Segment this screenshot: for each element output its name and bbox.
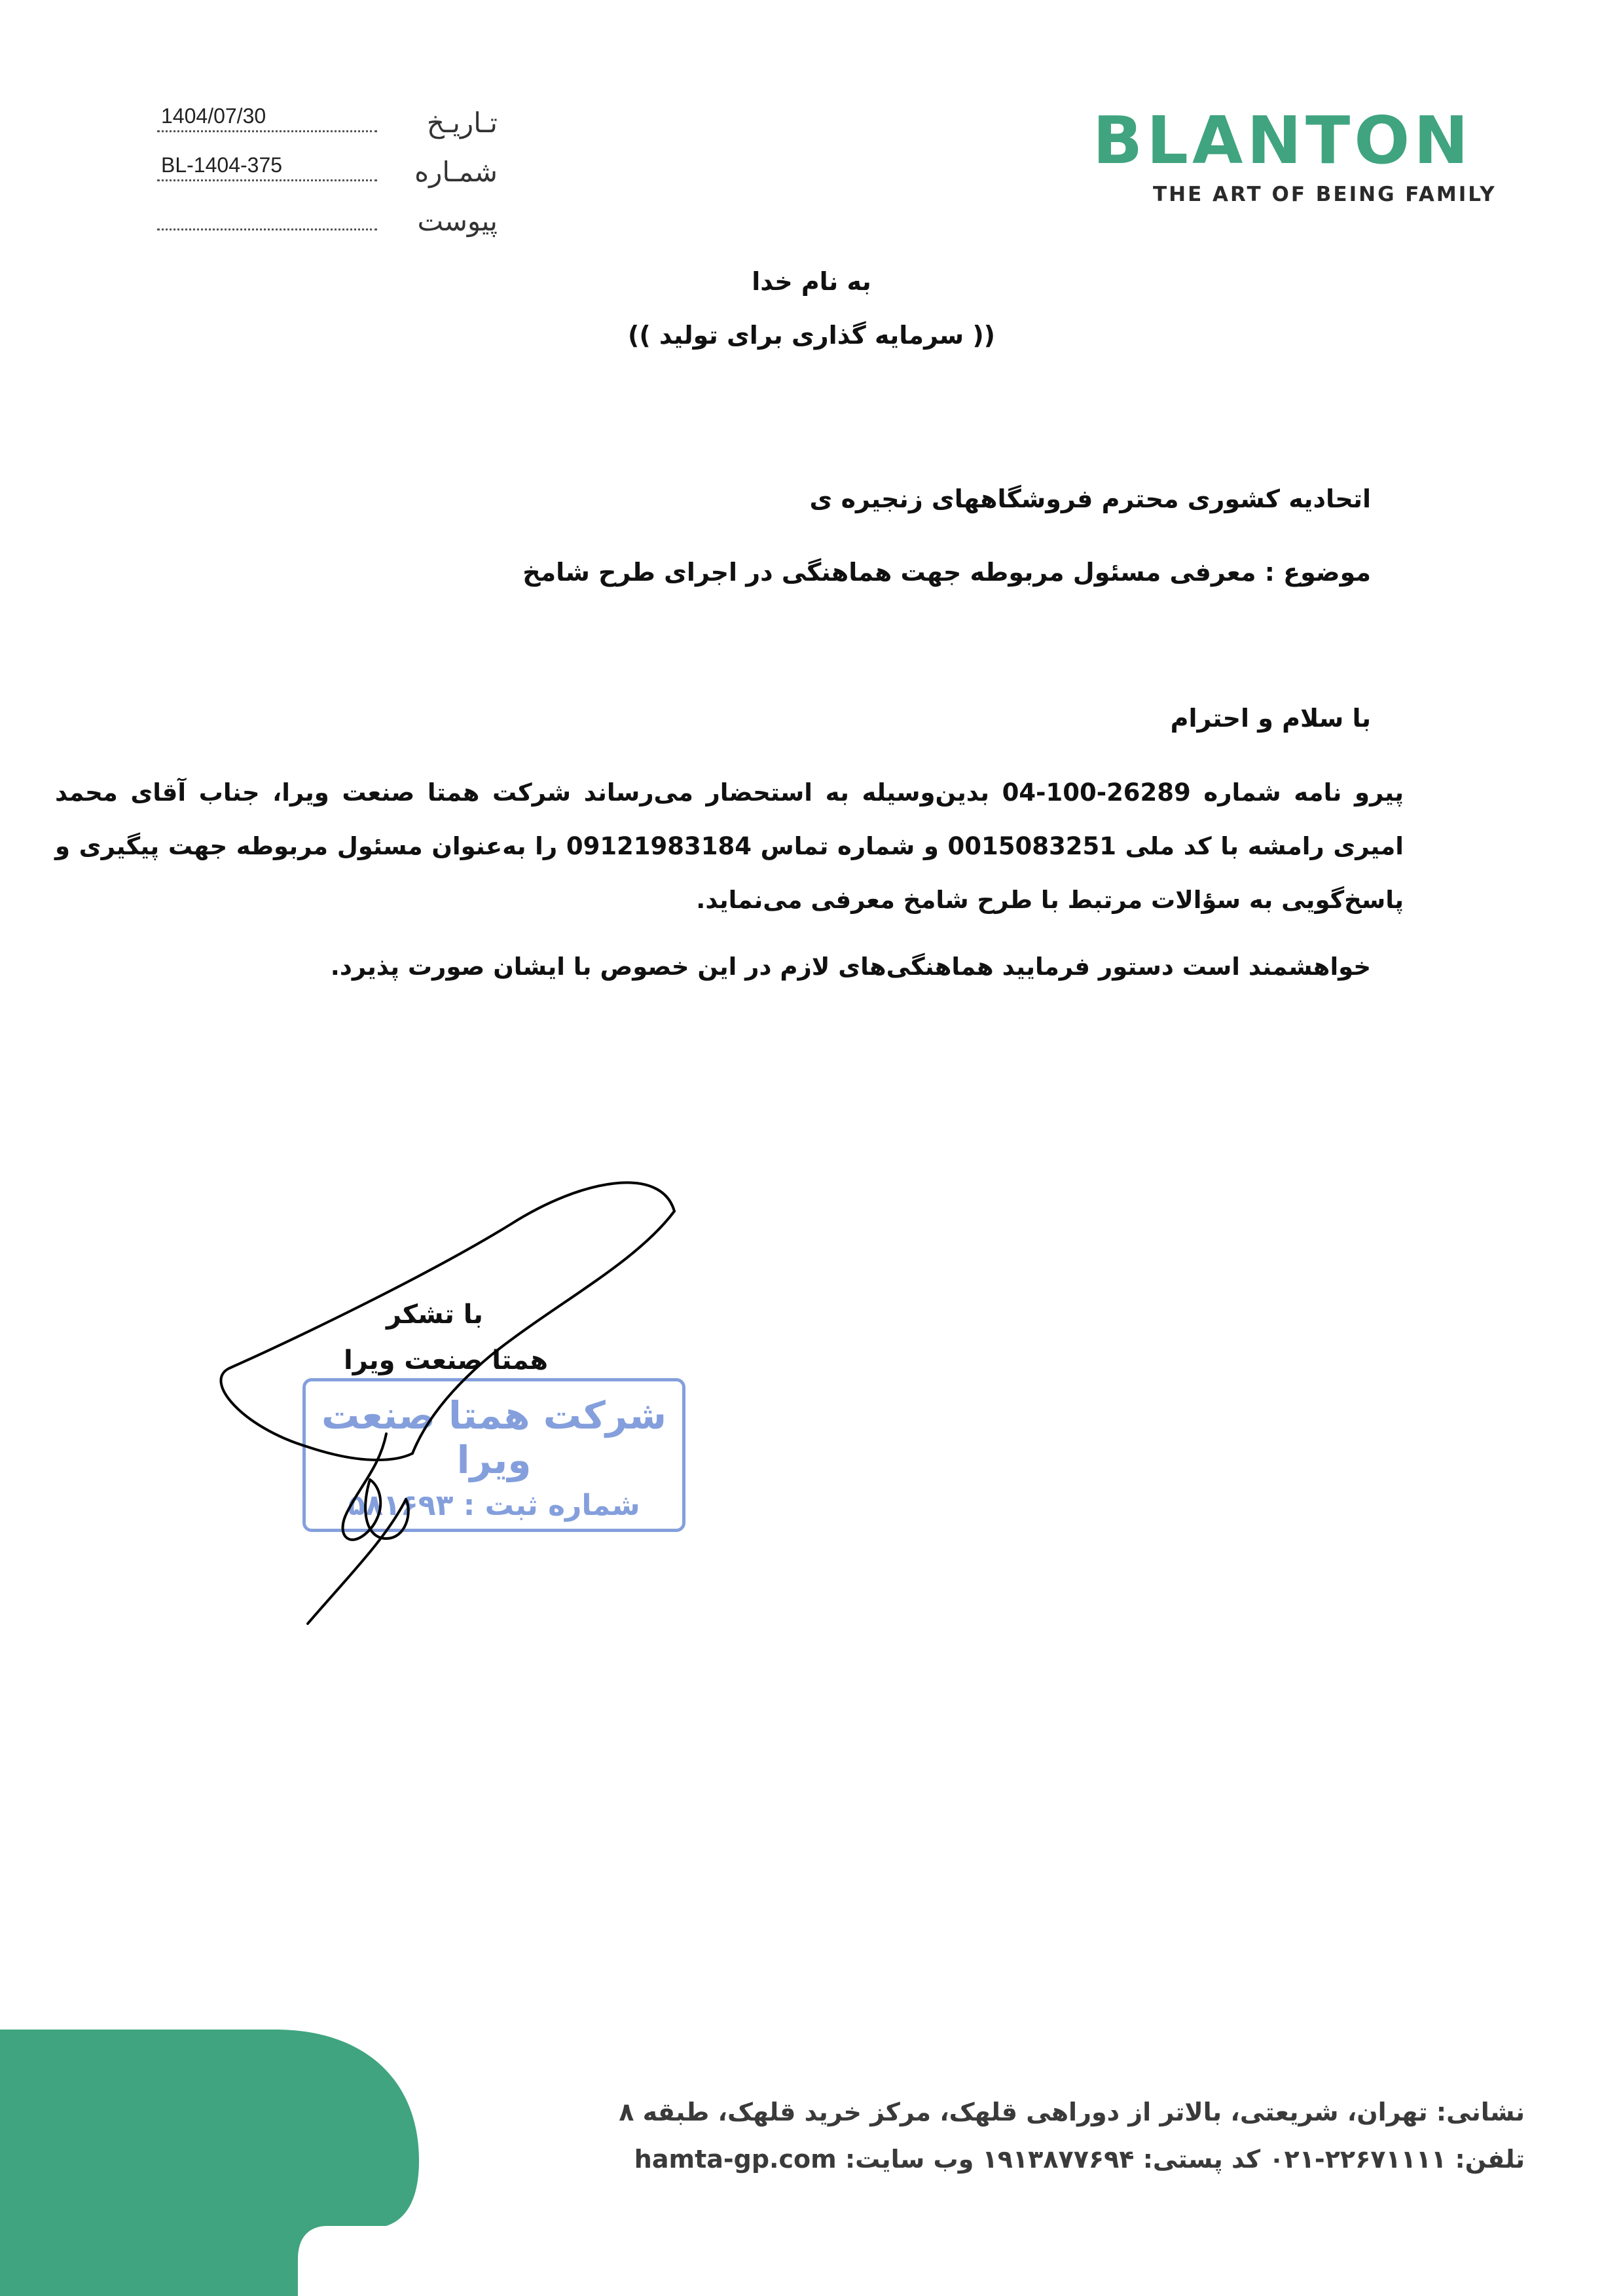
greeting: با سلام و احترام [1170,704,1371,733]
handwritten-signature [216,1172,687,1630]
footer-website[interactable]: hamta-gp.com [634,2145,837,2174]
footer-accent-shape [0,2030,419,2296]
company-logo [1093,102,1525,206]
attachment-field [157,196,498,242]
invocation: به نام خدا [752,267,871,296]
closing-text: با تشکر [386,1300,483,1330]
footer-contact [543,2088,1525,2183]
date-label: تـاریـخ [426,107,498,139]
subject: موضوع : معرفی مسئول مربوطه جهت هماهنگی در اجرای طرح شامخ [522,558,1371,587]
attachment-label: پیوست [417,205,498,237]
logo-wordmark: BLANTON [1093,102,1472,179]
recipient: اتحادیه کشوری محترم فروشگاههای زنجیره ی [809,484,1371,513]
signatory-company: همتا صنعت ویرا [344,1345,549,1376]
footer-phone-postal: تلفن: ۲۲۶۷۱۱۱۱-۰۲۱ کد پستی: ۱۹۱۳۸۷۷۶۹۴ وب سایت: [845,2145,1525,2174]
stamp-registration: شماره ثبت : ۵۸۱۶۹۳ [348,1489,640,1522]
attachment-value [157,200,377,230]
letter-request: خواهشمند است دستور فرمایید هماهنگی‌های لازم در این خصوص با ایشان صورت پذیرد. [330,953,1371,981]
footer-address: نشانی: تهران، شریعتی، بالاتر از دوراهی قلهک، مرکز خرید قلهک، طبقه ۸ [619,2098,1525,2126]
stamp-company-name: شرکت همتا صنعت ویرا [321,1393,667,1482]
date-field [157,98,498,144]
footer-phone-line [543,2136,1525,2183]
letter-body: پیرو نامه شماره 26289-100-04 بدین‌وسیله به استحضار می‌رساند شرکت همتا صنعت ویرا، جناب آقای محمد امیری رامشه با کد ملی 0015083251 و شماره تماس 09121983184 را به‌عنوان مسئول مربوطه جهت پیگیری و پاسخ‌گویی به سؤالات مرتبط با طرح شامخ معرفی می‌نماید. [55,778,1404,914]
number-field [157,147,498,193]
slogan: (( سرمایه گذاری برای تولید )) [627,321,996,350]
number-label: شمـاره [414,156,498,188]
date-value: 1404/07/30 [157,101,377,132]
logo-tagline: THE ART OF BEING FAMILY [1153,183,1497,206]
number-value: BL-1404-375 [157,151,377,181]
